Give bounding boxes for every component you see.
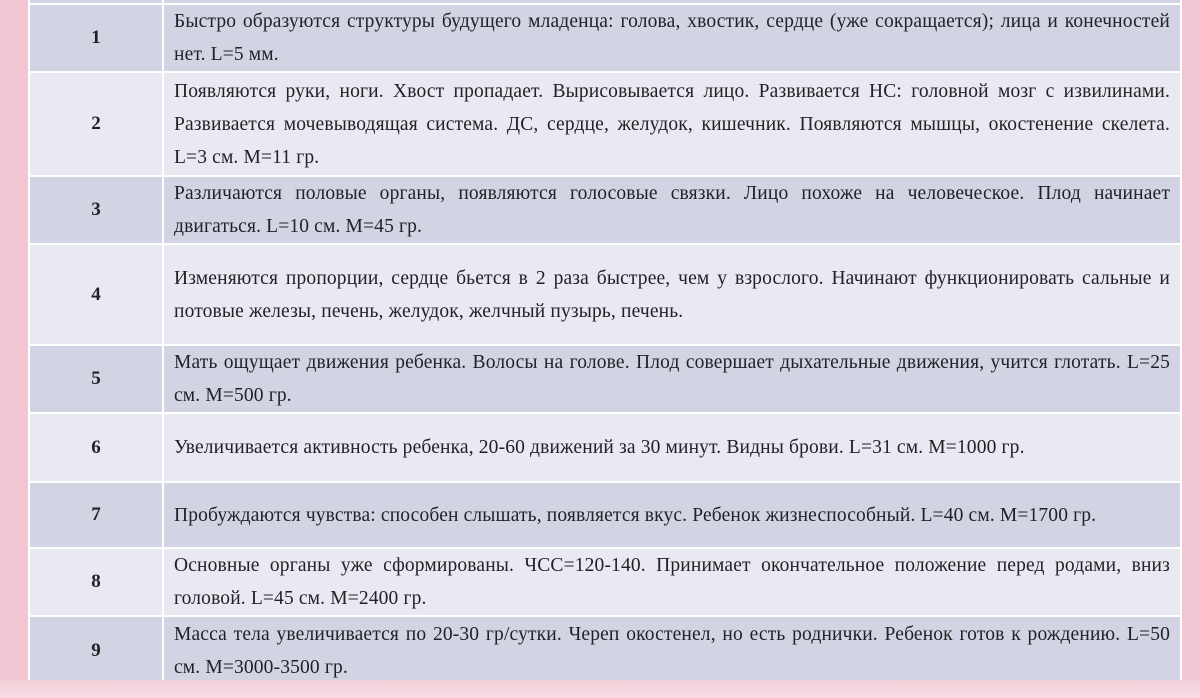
stage-description: Увеличивается активность ребенка, 20-60 движений за 30 минут. Видны брови. L=31 см. M=1000 гр. <box>163 413 1181 482</box>
stage-description: Мать ощущает движения ребенка. Волосы на голове. Плод совершает дыхательные движения, учится глотать. L=25 см. M=500 гр. <box>163 345 1181 413</box>
table-row <box>29 413 1181 482</box>
table-row <box>29 176 1181 244</box>
table-row <box>29 4 1181 72</box>
stage-number: 2 <box>29 72 163 176</box>
stage-number: 4 <box>29 244 163 345</box>
stage-number: 5 <box>29 345 163 413</box>
stage-number: 8 <box>29 548 163 616</box>
table-row <box>29 345 1181 413</box>
stage-description: Масса тела увеличивается по 20-30 гр/сутки. Череп окостенел, но есть роднички. Ребенок готов к рождению. L=50 см. M=3000-3500 гр. <box>163 616 1181 685</box>
stage-description: Различаются половые органы, появляются голосовые связки. Лицо похоже на человеческое. Плод начинает двигаться. L=10 см. M=45 гр. <box>163 176 1181 244</box>
table-row <box>29 548 1181 616</box>
stage-number: 1 <box>29 4 163 72</box>
stage-number: 3 <box>29 176 163 244</box>
stage-description: Появляются руки, ноги. Хвост пропадает. Вырисовывается лицо. Развивается НС: головной мозг с извилинами. Развивается мочевыводящая система. ДС, сердце, желудок, кишечник. Появляются мышцы, окостенение скелета. L=3 см. M=11 гр. <box>163 72 1181 176</box>
stage-number: 7 <box>29 482 163 548</box>
table-row <box>29 482 1181 548</box>
stage-number: 9 <box>29 616 163 685</box>
stage-description: Изменяются пропорции, сердце бьется в 2 раза быстрее, чем у взрослого. Начинают функционировать сальные и потовые железы, печень, желудок, желчный пузырь, печень. <box>163 244 1181 345</box>
table-row <box>29 72 1181 176</box>
stage-description: Пробуждаются чувства: способен слышать, появляется вкус. Ребенок жизнеспособный. L=40 см. M=1700 гр. <box>163 482 1181 548</box>
table-row <box>29 244 1181 345</box>
stage-description: Основные органы уже сформированы. ЧСС=120-140. Принимает окончательное положение перед родами, вниз головой. L=45 см. M=2400 гр. <box>163 548 1181 616</box>
table-row <box>29 616 1181 685</box>
slide-bottom-band <box>0 680 1200 698</box>
development-table-container <box>28 0 1182 682</box>
stage-number: 6 <box>29 413 163 482</box>
fetal-development-table <box>28 0 1182 686</box>
stage-description: Быстро образуются структуры будущего младенца: голова, хвостик, сердце (уже сокращается); лица и конечностей нет. L=5 мм. <box>163 4 1181 72</box>
